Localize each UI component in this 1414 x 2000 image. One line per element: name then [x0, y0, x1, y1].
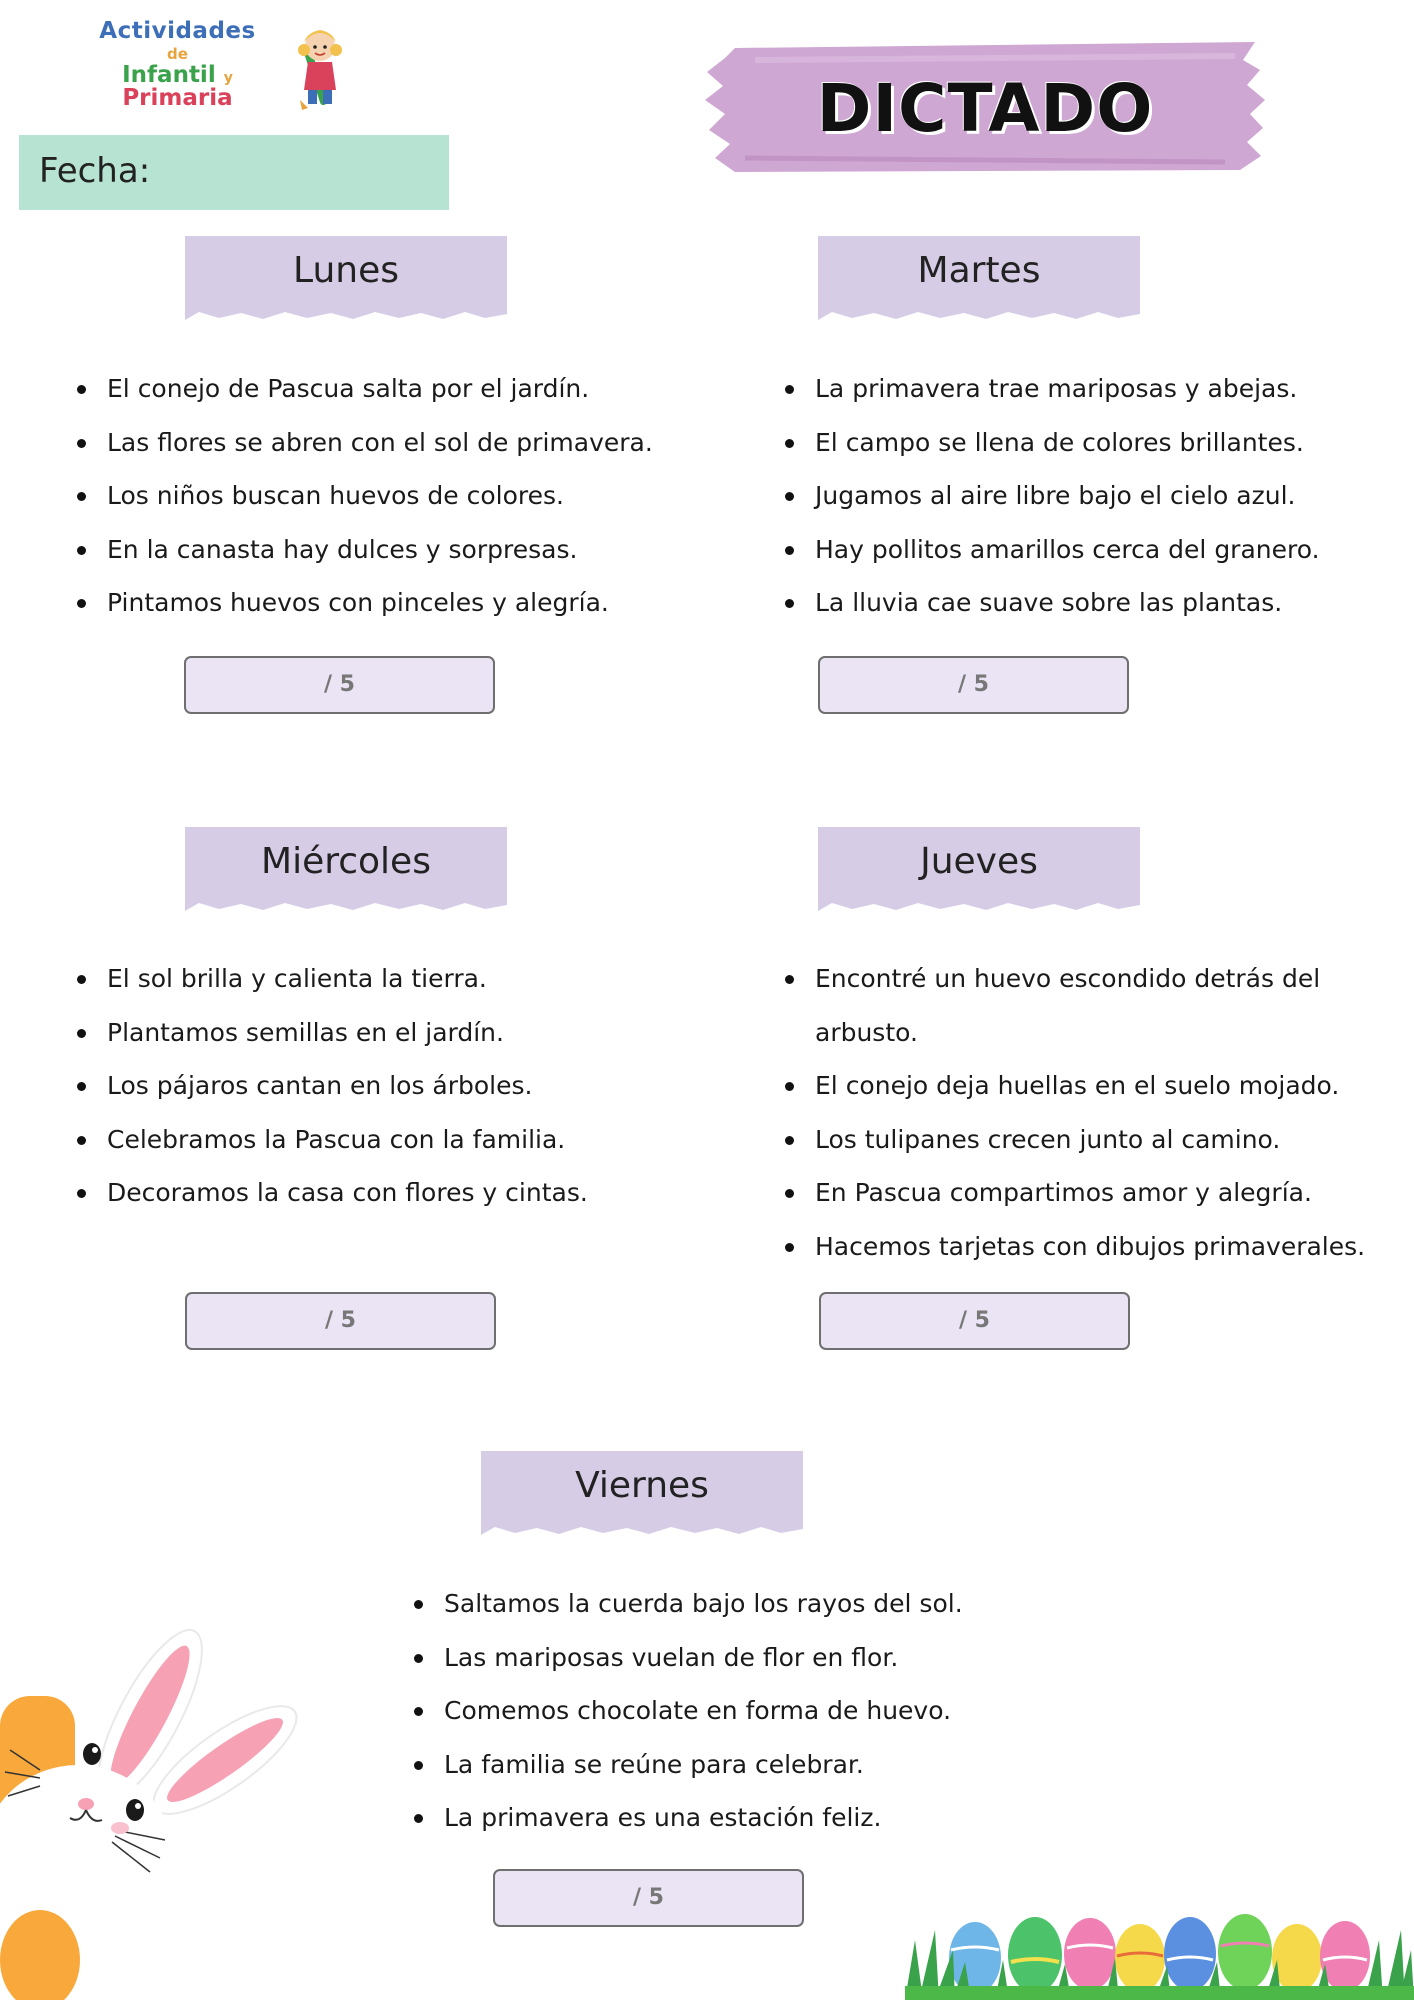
- score-box-martes[interactable]: [818, 656, 1129, 714]
- day-label-miercoles: [185, 827, 507, 919]
- logo-primaria: Primaria: [122, 85, 233, 111]
- list-item: El conejo de Pascua salta por el jardín.: [75, 362, 715, 416]
- list-item: Hay pollitos amarillos cerca del granero.: [783, 523, 1403, 577]
- score-box-lunes[interactable]: [184, 656, 495, 714]
- list-item: En Pascua compartimos amor y alegría.: [783, 1166, 1343, 1220]
- day-label-text: Viernes: [575, 1465, 709, 1506]
- day-label-text: Jueves: [920, 841, 1038, 882]
- score-box-viernes[interactable]: [493, 1869, 804, 1927]
- list-item: Jugamos al aire libre bajo el cielo azul.: [783, 469, 1403, 523]
- list-item: Hacemos tarjetas con dibujos primaverales.: [783, 1220, 1343, 1274]
- list-item: Encontré un huevo escondido detrás del arbusto.: [783, 952, 1343, 1059]
- sentence-list-martes: [783, 362, 1403, 630]
- logo-infantil: Infantil: [122, 62, 216, 88]
- child-pencil-icon: [282, 20, 352, 110]
- bunny-illustration: [0, 1600, 300, 2000]
- logo-line-2: de: [167, 45, 188, 63]
- list-item: El sol brilla y calienta la tierra.: [75, 952, 715, 1006]
- sentence-list-viernes: [412, 1577, 1052, 1845]
- logo-line-1: Actividades: [99, 18, 256, 44]
- list-item: La primavera trae mariposas y abejas.: [783, 362, 1403, 416]
- logo-y: y: [223, 70, 233, 86]
- date-field[interactable]: [19, 135, 449, 210]
- list-item: El conejo deja huellas en el suelo mojado.: [783, 1059, 1343, 1113]
- day-label-text: Miércoles: [261, 841, 431, 882]
- list-item: Los pájaros cantan en los árboles.: [75, 1059, 715, 1113]
- sentence-list-miercoles: [75, 952, 715, 1220]
- list-item: Comemos chocolate en forma de huevo.: [412, 1684, 1052, 1738]
- day-label-martes: [818, 236, 1140, 328]
- score-text: / 5: [632, 1885, 664, 1910]
- score-box-jueves[interactable]: [819, 1292, 1130, 1350]
- day-label-text: Lunes: [293, 250, 399, 291]
- list-item: Los tulipanes crecen junto al camino.: [783, 1113, 1343, 1167]
- day-label-text: Martes: [917, 250, 1041, 291]
- list-item: Las flores se abren con el sol de primavera.: [75, 416, 715, 470]
- list-item: Plantamos semillas en el jardín.: [75, 1006, 715, 1060]
- day-label-viernes: [481, 1451, 803, 1543]
- list-item: El campo se llena de colores brillantes.: [783, 416, 1403, 470]
- sentence-list-jueves: [783, 952, 1366, 1273]
- list-item: Los niños buscan huevos de colores.: [75, 469, 715, 523]
- score-text: / 5: [957, 672, 989, 697]
- sentence-list-lunes: [75, 362, 715, 630]
- score-text: / 5: [324, 1308, 356, 1333]
- score-text: / 5: [323, 672, 355, 697]
- list-item: La familia se reúne para celebrar.: [412, 1738, 1052, 1792]
- score-box-miercoles[interactable]: [185, 1292, 496, 1350]
- list-item: Saltamos la cuerda bajo los rayos del sol.: [412, 1577, 1052, 1631]
- day-label-jueves: [818, 827, 1140, 919]
- page-title: DICTADO: [816, 70, 1154, 147]
- list-item: En la canasta hay dulces y sorpresas.: [75, 523, 715, 577]
- date-label: Fecha:: [39, 151, 151, 191]
- list-item: Las mariposas vuelan de flor en flor.: [412, 1631, 1052, 1685]
- site-logo: [70, 20, 360, 110]
- score-text: / 5: [958, 1308, 990, 1333]
- list-item: Pintamos huevos con pinceles y alegría.: [75, 576, 715, 630]
- list-item: Decoramos la casa con flores y cintas.: [75, 1166, 715, 1220]
- list-item: Celebramos la Pascua con la familia.: [75, 1113, 715, 1167]
- list-item: La primavera es una estación feliz.: [412, 1791, 1052, 1845]
- list-item: La lluvia cae suave sobre las plantas.: [783, 576, 1403, 630]
- title-banner: [695, 30, 1275, 180]
- logo-line-3: [70, 64, 285, 110]
- easter-eggs-grass: [905, 1900, 1414, 2000]
- day-label-lunes: [185, 236, 507, 328]
